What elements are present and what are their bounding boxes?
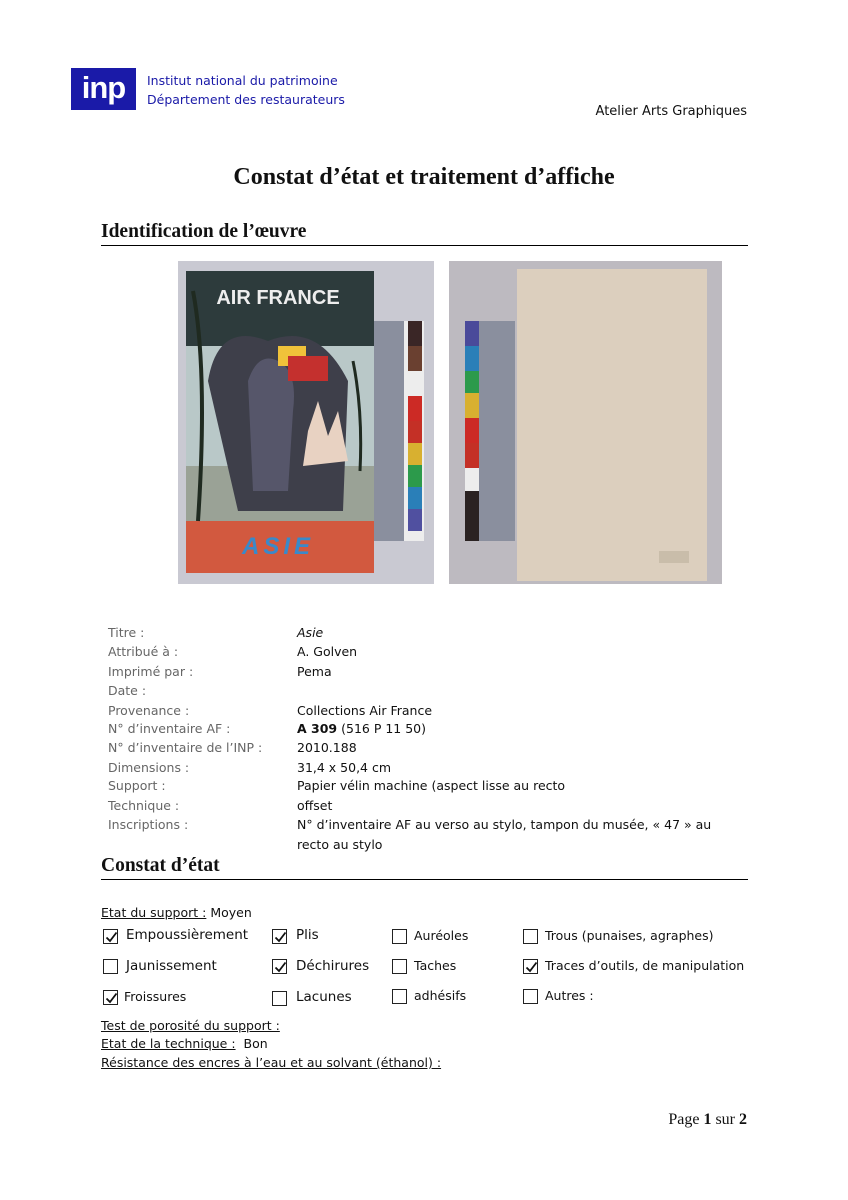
checkmark-icon xyxy=(104,930,119,945)
etat-support-value: Moyen xyxy=(210,905,252,920)
institute-name: Institut national du patrimoine xyxy=(147,73,338,88)
value-attribue: A. Golven xyxy=(297,644,358,659)
checkbox-autres[interactable] xyxy=(523,989,538,1004)
checkbox-label-dechirures: Déchirures xyxy=(296,958,370,974)
value-titre: Asie xyxy=(297,625,324,640)
checkbox-label-taches: Taches xyxy=(414,958,457,973)
checkbox-label-adhesifs: adhésifs xyxy=(414,988,467,1003)
checkmark-icon xyxy=(273,930,288,945)
page-of-word: sur xyxy=(715,1111,735,1128)
checkbox-label-plis: Plis xyxy=(296,927,319,943)
label-technique: Technique : xyxy=(108,798,180,813)
label-imprime: Imprimé par : xyxy=(108,664,194,679)
document-title: Constat d’état et traitement d’affiche xyxy=(233,164,615,190)
checkbox-aureoles[interactable] xyxy=(392,929,407,944)
checkmark-icon xyxy=(524,960,539,975)
poster-verso-photo xyxy=(449,261,722,584)
checkbox-dechirures[interactable] xyxy=(272,959,287,974)
label-dimensions: Dimensions : xyxy=(108,760,190,775)
checkbox-lacunes[interactable] xyxy=(272,991,287,1006)
etat-support xyxy=(101,905,252,920)
checkbox-label-aureoles: Auréoles xyxy=(414,928,469,943)
page-word: Page xyxy=(668,1111,700,1128)
label-attribue: Attribué à : xyxy=(108,644,179,659)
etat-support-label: Etat du support : xyxy=(101,905,207,920)
inventaire-af-number: A 309 xyxy=(297,721,338,736)
checkbox-taches[interactable] xyxy=(392,959,407,974)
poster-verso-illustration xyxy=(449,261,722,584)
inventaire-af-code: (516 P 11 50) xyxy=(341,721,426,736)
label-inventaire-inp: N° d’inventaire de l’INP : xyxy=(108,740,263,755)
checkmark-icon xyxy=(104,991,119,1006)
checkbox-adhesifs[interactable] xyxy=(392,989,407,1004)
checkbox-label-lacunes: Lacunes xyxy=(296,989,352,1005)
checkmark-icon xyxy=(273,960,288,975)
checkbox-label-jaunissement: Jaunissement xyxy=(126,958,217,974)
value-support: Papier vélin machine (aspect lisse au recto xyxy=(297,778,566,793)
value-inscriptions-line2: recto au stylo xyxy=(297,837,383,852)
label-date: Date : xyxy=(108,683,147,698)
checkbox-traces[interactable] xyxy=(523,959,538,974)
value-technique: offset xyxy=(297,798,333,813)
checkbox-froissures[interactable] xyxy=(103,990,118,1005)
value-provenance: Collections Air France xyxy=(297,703,433,718)
etat-technique-label: Etat de la technique : xyxy=(101,1036,236,1051)
poster-brand: AIR FRANCE xyxy=(216,287,340,309)
checkbox-label-autres: Autres : xyxy=(545,988,594,1003)
label-inscriptions: Inscriptions : xyxy=(108,817,189,832)
value-inventaire-inp: 2010.188 xyxy=(297,740,357,755)
checkbox-label-empoussierement: Empoussièrement xyxy=(126,927,249,943)
poster-recto-photo xyxy=(178,261,434,584)
section-identification: Identification de l’œuvre xyxy=(101,221,748,246)
checkbox-label-froissures: Froissures xyxy=(124,989,187,1004)
test-porosite: Test de porosité du support : xyxy=(101,1018,280,1033)
label-inventaire-af: N° d’inventaire AF : xyxy=(108,721,231,736)
page-number xyxy=(668,1111,747,1129)
checkbox-jaunissement[interactable] xyxy=(103,959,118,974)
value-dimensions: 31,4 x 50,4 cm xyxy=(297,760,392,775)
atelier-name: Atelier Arts Graphiques xyxy=(595,104,747,119)
etat-technique xyxy=(101,1036,268,1051)
inp-logo: inp xyxy=(71,68,136,110)
resistance-encres: Résistance des encres à l’eau et au solvant (éthanol) : xyxy=(101,1055,442,1070)
value-inventaire-af xyxy=(297,721,426,736)
value-inscriptions: N° d’inventaire AF au verso au stylo, tampon du musée, « 47 » au xyxy=(297,817,712,832)
etat-technique-value: Bon xyxy=(243,1036,268,1051)
checkbox-label-traces: Traces d’outils, de manipulation xyxy=(545,958,745,973)
label-provenance: Provenance : xyxy=(108,703,190,718)
checkbox-trous[interactable] xyxy=(523,929,538,944)
checkbox-label-trous: Trous (punaises, agraphes) xyxy=(545,928,714,943)
page-total: 2 xyxy=(739,1111,747,1128)
poster-region: ASIE xyxy=(241,533,314,560)
label-support: Support : xyxy=(108,778,166,793)
page-current: 1 xyxy=(703,1111,712,1128)
checkbox-plis[interactable] xyxy=(272,929,287,944)
department-name: Département des restaurateurs xyxy=(147,92,345,107)
label-titre: Titre : xyxy=(108,625,145,640)
section-constat: Constat d’état xyxy=(101,855,748,880)
value-imprime: Pema xyxy=(297,664,332,679)
checkbox-empoussierement[interactable] xyxy=(103,929,118,944)
